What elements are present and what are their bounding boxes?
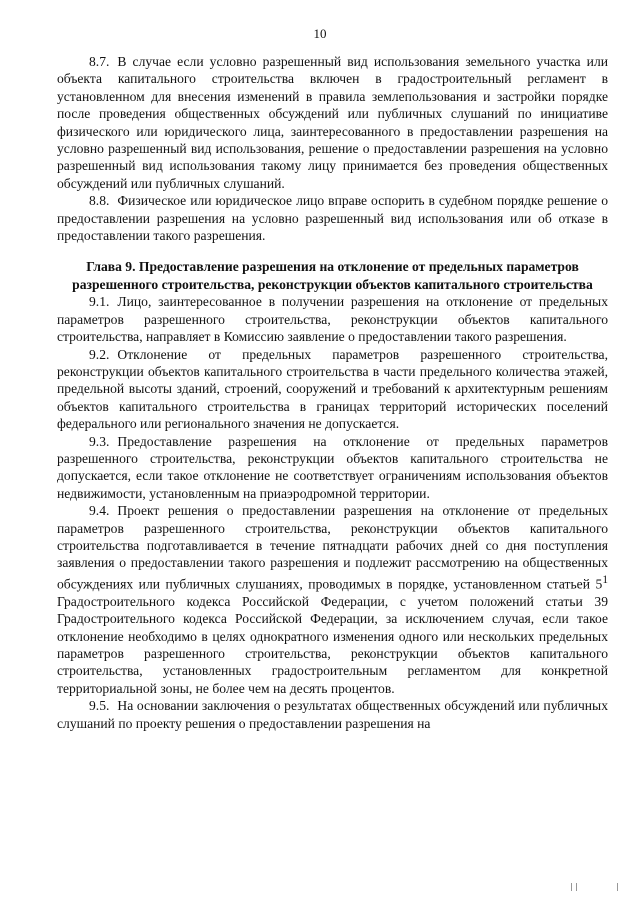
paragraph-9-2 [57, 346, 608, 433]
document-body [57, 53, 608, 732]
paragraph-9-4 [57, 502, 608, 697]
paragraph-text: Физическое или юридическое лицо вправе оспорить в судебном порядке решение о предоставлении разрешения на условно разрешенный вид использования или об отказе в предоставлении такого разрешения. [57, 193, 608, 244]
paragraph-number: 9.4. [89, 503, 110, 519]
paragraph-number: 8.8. [89, 193, 110, 209]
paragraph-number: 9.3. [89, 433, 110, 449]
paragraph-text: В случае если условно разрешенный вид использования земельного участка или объекта капитального строительства включен в градостроительный регламент в установленном для внесения изменений в правила землепользования и застройки порядке после проведения общественных обсуждений или публичных слушаний по инициативе физического или юридического лица, заинтересованного в предоставлении разрешения на условно разрешенный вид использования, решение о предоставлении разрешения на условно разрешенный вид использования такому лицу принимается без проведения общественных обсуждений или публичных слушаний. [57, 54, 608, 191]
paragraph-text-after: Градостроительного кодекса Российской Федерации, с учетом положений статьи 39 Градостроительного кодекса Российской Федерации, за исключением случая, если такое отклонение необходимо в целях однократного изменения одного или нескольких предельных параметров разрешенного строительства, реконструкции объектов капитального строительства, установленных градостроительным регламентом для конкретной территориальной зоны, не более чем на десять процентов. [57, 593, 608, 696]
scan-mark: | | [570, 882, 578, 891]
page-number: 10 [313, 26, 327, 41]
paragraph-8-8 [57, 192, 608, 244]
paragraph-number: 8.7. [89, 54, 110, 69]
superscript-article-index: 1 [602, 573, 608, 586]
paragraph-9-1 [57, 293, 608, 345]
paragraph-text: Лицо, заинтересованное в получении разрешения на отклонение от предельных параметров разрешенного строительства, реконструкции объектов капитального строительства, направляет в Комиссию заявление о предоставлении такого разрешения. [57, 294, 608, 345]
paragraph-9-3 [57, 433, 608, 503]
paragraph-number: 9.1. [89, 294, 110, 310]
paragraph-text-before: Проект решения о предоставлении разрешения на отклонение от предельных параметров разрешенного строительства, реконструкции объектов капитального строительства подготавливается в течение пятнадцати рабочих дней со дня поступления заявления о предоставлении такого разрешения и подлежит рассмотрению на общественных обсуждениях или публичных слушаниях, проводимых в порядке, установленном статьей 5 [57, 503, 608, 592]
paragraph-text: Предоставление разрешения на отклонение от предельных параметров разрешенного строительства, реконструкции объектов капитального строительства не допускается, если такое отклонение не соответствует ограничениям использования объектов недвижимости, установленным на приаэродромной территории. [57, 433, 608, 501]
chapter-heading: Глава 9. Предоставление разрешения на отклонение от предельных параметров разрешенного строительства, реконструкции объектов капитального строительства [72, 259, 593, 292]
paragraph-text: На основании заключения о результатах общественных обсуждений или публичных слушаний по проекту решения о предоставлении разрешения на [57, 698, 608, 731]
paragraph-number: 9.2. [89, 346, 110, 362]
paragraph-8-7 [57, 53, 608, 192]
scan-mark: | [616, 882, 619, 891]
paragraph-9-5 [57, 697, 608, 732]
paragraph-number: 9.5. [89, 698, 110, 714]
paragraph-text: Отклонение от предельных параметров разрешенного строительства, реконструкции объектов капитального строительства в части предельного количества этажей, предельной высоты зданий, строений, сооружений и требований к архитектурным решениям объектов капитального строительства в границах территорий исторических поселений федерального или регионального значения не допускается. [57, 346, 608, 432]
